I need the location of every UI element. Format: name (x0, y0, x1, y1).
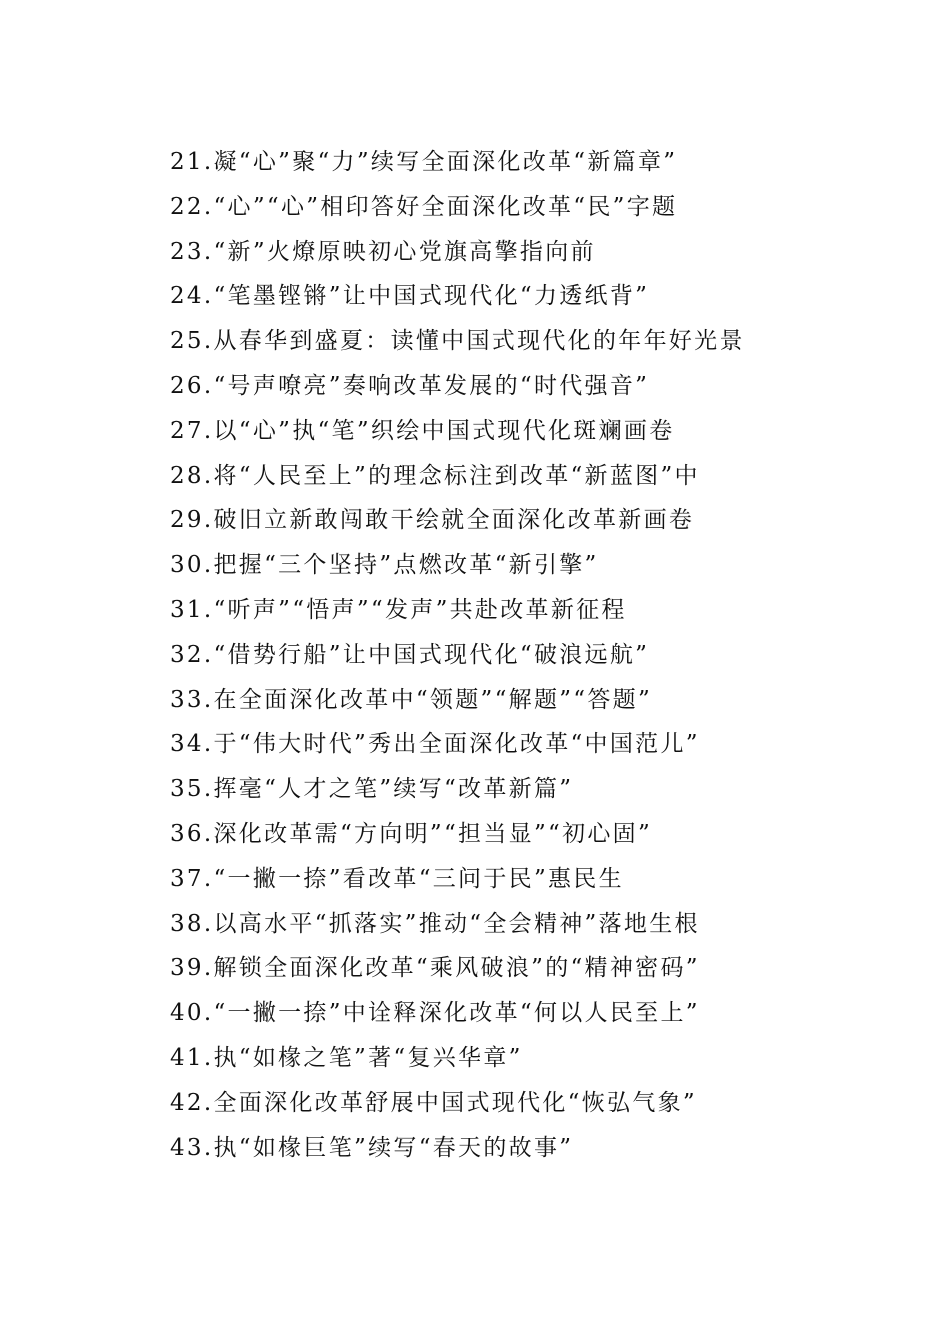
list-item: 38.以高水平“抓落实”推动“全会精神”落地生根 (170, 910, 700, 937)
list-item: 26.“号声嘹亮”奏响改革发展的“时代强音” (170, 372, 650, 399)
list-item: 22.“心”“心”相印答好全面深化改革“民”字题 (170, 193, 678, 220)
list-item: 29.破旧立新敢闯敢干绘就全面深化改革新画卷 (170, 507, 695, 534)
list-item: 43.执“如椽巨笔”续写“春天的故事” (170, 1134, 574, 1161)
list-item: 24.“笔墨铿锵”让中国式现代化“力透纸背” (170, 283, 650, 310)
list-item: 32.“借势行船”让中国式现代化“破浪远航” (170, 641, 650, 668)
list-item: 30.把握“三个坚持”点燃改革“新引擎” (170, 552, 599, 579)
list-item: 36.深化改革需“方向明”“担当显”“初心固” (170, 820, 653, 847)
list-item: 34.于“伟大时代”秀出全面深化改革“中国范儿” (170, 731, 700, 758)
list-item: 25.从春华到盛夏：读懂中国式现代化的年年好光景 (170, 328, 745, 355)
list-item: 23.“新”火燎原映初心党旗高擎指向前 (170, 238, 596, 265)
list-item: 27.以“心”执“笔”织绘中国式现代化斑斓画卷 (170, 417, 675, 444)
list-item: 21.凝“心”聚“力”续写全面深化改革“新篇章” (170, 149, 678, 175)
list-item: 28.将“人民至上”的理念标注到改革“新蓝图”中 (170, 462, 700, 489)
title-list (170, 140, 890, 1170)
list-item: 31.“听声”“悟声”“发声”共赴改革新征程 (170, 596, 627, 623)
list-item: 37.“一撇一捺”看改革“三问于民”惠民生 (170, 865, 624, 892)
list-item: 40.“一撇一捺”中诠释深化改革“何以人民至上” (170, 1000, 700, 1027)
list-item: 41.执“如椽之笔”著“复兴华章” (170, 1044, 523, 1071)
list-item: 42.全面深化改革舒展中国式现代化“恢弘气象” (170, 1089, 697, 1116)
list-item: 33.在全面深化改革中“领题”“解题”“答题” (170, 686, 653, 713)
list-item: 35.挥毫“人才之笔”续写“改革新篇” (170, 776, 574, 803)
list-item: 39.解锁全面深化改革“乘风破浪”的“精神密码” (170, 955, 700, 982)
